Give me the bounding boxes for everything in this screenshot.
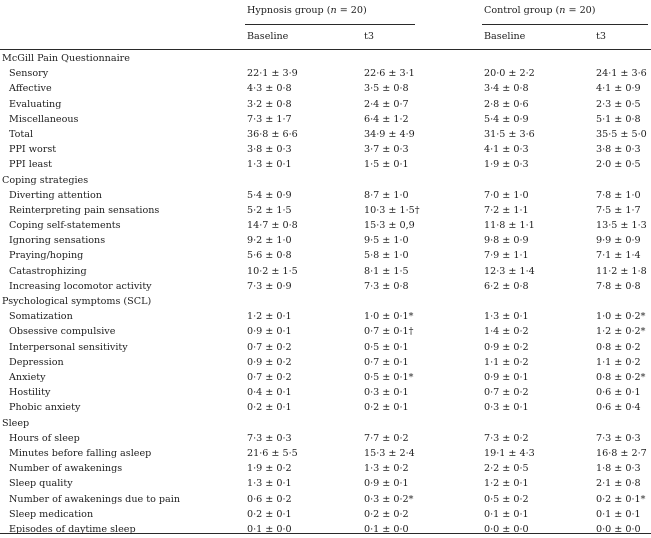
control-t3-cell: 7·8 ± 1·0 <box>596 189 641 201</box>
row-label: Anxiety <box>9 371 46 383</box>
control-t3-cell: 0·6 ± 0·1 <box>596 387 641 399</box>
control-t3-cell: 1·2 ± 0·2* <box>596 326 646 338</box>
control-baseline-cell: 0·3 ± 0·1 <box>484 402 529 414</box>
row-label: Praying/hoping <box>9 250 84 262</box>
control-baseline-cell: 12·3 ± 1·4 <box>484 265 535 277</box>
control-baseline-cell: 9·8 ± 0·9 <box>484 235 529 247</box>
table-row <box>0 189 651 204</box>
control-baseline-cell: 7·0 ± 1·0 <box>484 189 529 201</box>
control-baseline-cell: 1·1 ± 0·2 <box>484 356 529 368</box>
hypnosis-t3-cell: 15·3 ± 2·4 <box>364 447 415 459</box>
hypnosis-baseline-cell: 5·4 ± 0·9 <box>247 189 292 201</box>
control-baseline-cell: 20·0 ± 2·2 <box>484 68 535 80</box>
control-t3-cell: 1·8 ± 0·3 <box>596 463 641 475</box>
control-t3-cell: 3·8 ± 0·3 <box>596 144 641 156</box>
section-title: Psychological symptoms (SCL) <box>2 296 152 308</box>
table-row <box>0 493 651 508</box>
row-label: Affective <box>9 83 52 95</box>
table-row <box>0 82 651 97</box>
section-row <box>0 295 651 310</box>
row-label: PPI least <box>9 159 52 171</box>
hypnosis-baseline-cell: 0·2 ± 0·1 <box>247 402 292 414</box>
table-row <box>0 447 651 462</box>
row-label: Miscellaneous <box>9 113 79 125</box>
hypnosis-t3-cell: 0·3 ± 0·1 <box>364 387 409 399</box>
control-t3-cell: 24·1 ± 3·6 <box>596 68 647 80</box>
row-label: Interpersonal sensitivity <box>9 341 128 353</box>
row-label: Coping self-statements <box>9 220 121 232</box>
control-t3-cell: 2·3 ± 0·5 <box>596 98 641 110</box>
hypnosis-baseline-cell: 0·1 ± 0·0 <box>247 523 292 535</box>
hypnosis-baseline-cell: 0·4 ± 0·1 <box>247 387 292 399</box>
control-t3-cell: 7·3 ± 0·3 <box>596 432 641 444</box>
control-t3-cell: 7·5 ± 1·7 <box>596 204 641 216</box>
control-t3-cell: 16·8 ± 2·7 <box>596 447 647 459</box>
control-t3-cell: 0·1 ± 0·1 <box>596 508 641 520</box>
control-t3-cell: 4·1 ± 0·9 <box>596 83 641 95</box>
control-baseline-cell: 0·5 ± 0·2 <box>484 493 529 505</box>
control-group-rule <box>482 24 648 25</box>
control-baseline-cell: 6·2 ± 0·8 <box>484 280 529 292</box>
row-label: Somatization <box>9 311 73 323</box>
hypnosis-baseline-cell: 0·9 ± 0·2 <box>247 356 292 368</box>
control-t3-cell: 0·8 ± 0·2 <box>596 341 641 353</box>
row-label: Sleep medication <box>9 508 94 520</box>
control-t3-cell: 0·8 ± 0·2* <box>596 371 646 383</box>
table-row <box>0 98 651 113</box>
table-row <box>0 508 651 523</box>
control-baseline-cell: 2·2 ± 0·5 <box>484 463 529 475</box>
table-row <box>0 265 651 280</box>
control-t3-cell: 7·1 ± 1·4 <box>596 250 641 262</box>
table-row <box>0 477 651 492</box>
row-label: Number of awakenings <box>9 463 123 475</box>
row-label: Obsessive compulsive <box>9 326 116 338</box>
hypnosis-baseline-cell: 21·6 ± 5·5 <box>247 447 298 459</box>
table-row <box>0 280 651 295</box>
hypnosis-t3-cell: 5·8 ± 1·0 <box>364 250 409 262</box>
row-label: Evaluating <box>9 98 62 110</box>
control-baseline-cell: 0·1 ± 0·1 <box>484 508 529 520</box>
row-label: Hostility <box>9 387 51 399</box>
hypnosis-baseline-cell: 7·3 ± 1·7 <box>247 113 292 125</box>
control-baseline-cell: 0·7 ± 0·2 <box>484 387 529 399</box>
control-t3-header: t3 <box>596 31 606 42</box>
row-label: Sleep quality <box>9 478 73 490</box>
hypnosis-t3-cell: 0·7 ± 0·1 <box>364 356 409 368</box>
hypnosis-t3-cell: 8·7 ± 1·0 <box>364 189 409 201</box>
table-row <box>0 310 651 325</box>
hypnosis-t3-header: t3 <box>364 31 374 42</box>
hypnosis-t3-cell: 8·1 ± 1·5 <box>364 265 409 277</box>
hypnosis-baseline-cell: 1·9 ± 0·2 <box>247 463 292 475</box>
hypnosis-baseline-cell: 5·2 ± 1·5 <box>247 204 292 216</box>
table-row <box>0 249 651 264</box>
hypnosis-t3-cell: 7·7 ± 0·2 <box>364 432 409 444</box>
control-baseline-cell: 3·4 ± 0·8 <box>484 83 529 95</box>
hypnosis-baseline-cell: 14·7 ± 0·8 <box>247 220 298 232</box>
control-t3-cell: 5·1 ± 0·8 <box>596 113 641 125</box>
control-baseline-cell: 0·9 ± 0·1 <box>484 371 529 383</box>
hypnosis-baseline-cell: 9·2 ± 1·0 <box>247 235 292 247</box>
control-t3-cell: 9·9 ± 0·9 <box>596 235 641 247</box>
row-label: Ignoring sensations <box>9 235 106 247</box>
hypnosis-t3-cell: 2·4 ± 0·7 <box>364 98 409 110</box>
control-t3-cell: 1·1 ± 0·2 <box>596 356 641 368</box>
control-baseline-cell: 19·1 ± 4·3 <box>484 447 535 459</box>
table-row <box>0 113 651 128</box>
control-baseline-cell: 5·4 ± 0·9 <box>484 113 529 125</box>
hypnosis-t3-cell: 22·6 ± 3·1 <box>364 68 415 80</box>
hypnosis-group-header: Hypnosis group (n = 20) <box>247 5 367 16</box>
hypnosis-t3-cell: 0·9 ± 0·1 <box>364 478 409 490</box>
hypnosis-baseline-cell: 0·6 ± 0·2 <box>247 493 292 505</box>
table-row <box>0 158 651 173</box>
hypnosis-baseline-cell: 0·2 ± 0·1 <box>247 508 292 520</box>
control-baseline-cell: 2·8 ± 0·6 <box>484 98 529 110</box>
hypnosis-t3-cell: 0·7 ± 0·1† <box>364 326 414 338</box>
hypnosis-t3-cell: 0·2 ± 0·1 <box>364 402 409 414</box>
section-row <box>0 174 651 189</box>
table-row <box>0 67 651 82</box>
hypnosis-baseline-cell: 3·2 ± 0·8 <box>247 98 292 110</box>
table-row <box>0 432 651 447</box>
table-row <box>0 356 651 371</box>
hypnosis-t3-cell: 15·3 ± 0,9 <box>364 220 415 232</box>
hypnosis-baseline-header: Baseline <box>247 31 289 42</box>
hypnosis-t3-cell: 0·5 ± 0·1* <box>364 371 414 383</box>
hypnosis-t3-cell: 6·4 ± 1·2 <box>364 113 409 125</box>
row-label: Depression <box>9 356 64 368</box>
hypnosis-t3-cell: 34·9 ± 4·9 <box>364 128 415 140</box>
row-label: Catastrophizing <box>9 265 87 277</box>
row-label: Hours of sleep <box>9 432 80 444</box>
control-baseline-cell: 7·3 ± 0·2 <box>484 432 529 444</box>
hypnosis-baseline-cell: 3·8 ± 0·3 <box>247 144 292 156</box>
control-baseline-cell: 4·1 ± 0·3 <box>484 144 529 156</box>
hypnosis-baseline-cell: 7·3 ± 0·3 <box>247 432 292 444</box>
control-t3-cell: 35·5 ± 5·0 <box>596 128 647 140</box>
control-t3-cell: 13·5 ± 1·3 <box>596 220 647 232</box>
hypnosis-baseline-cell: 1·2 ± 0·1 <box>247 311 292 323</box>
hypnosis-t3-cell: 3·5 ± 0·8 <box>364 83 409 95</box>
hypnosis-group-rule <box>245 24 415 25</box>
control-baseline-cell: 7·2 ± 1·1 <box>484 204 529 216</box>
control-group-header: Control group (n = 20) <box>484 5 596 16</box>
hypnosis-t3-cell: 0·2 ± 0·2 <box>364 508 409 520</box>
hypnosis-t3-cell: 1·0 ± 0·1* <box>364 311 414 323</box>
table-row <box>0 462 651 477</box>
table-row <box>0 128 651 143</box>
hypnosis-t3-cell: 7·3 ± 0·8 <box>364 280 409 292</box>
table-row <box>0 219 651 234</box>
control-baseline-cell: 1·3 ± 0·1 <box>484 311 529 323</box>
hypnosis-baseline-cell: 4·3 ± 0·8 <box>247 83 292 95</box>
control-baseline-cell: 7·9 ± 1·1 <box>484 250 529 262</box>
row-label: Total <box>9 128 34 140</box>
control-baseline-cell: 1·9 ± 0·3 <box>484 159 529 171</box>
row-label: Number of awakenings due to pain <box>9 493 181 505</box>
table-bottom-rule <box>0 533 651 534</box>
control-baseline-cell: 31·5 ± 3·6 <box>484 128 535 140</box>
hypnosis-t3-cell: 0·3 ± 0·2* <box>364 493 414 505</box>
control-baseline-cell: 0·0 ± 0·0 <box>484 523 529 535</box>
hypnosis-t3-cell: 3·7 ± 0·3 <box>364 144 409 156</box>
table-row <box>0 204 651 219</box>
table-row <box>0 143 651 158</box>
hypnosis-baseline-cell: 0·9 ± 0·1 <box>247 326 292 338</box>
hypnosis-t3-cell: 9·5 ± 1·0 <box>364 235 409 247</box>
hypnosis-baseline-cell: 10·2 ± 1·5 <box>247 265 298 277</box>
row-label: Minutes before falling asleep <box>9 447 152 459</box>
hypnosis-baseline-cell: 5·6 ± 0·8 <box>247 250 292 262</box>
table-row <box>0 341 651 356</box>
row-label: Increasing locomotor activity <box>9 280 152 292</box>
table-row <box>0 401 651 416</box>
section-row <box>0 417 651 432</box>
control-baseline-cell: 11·8 ± 1·1 <box>484 220 535 232</box>
row-label: Sensory <box>9 68 49 80</box>
section-title: McGill Pain Questionnaire <box>2 53 130 64</box>
hypnosis-baseline-cell: 36·8 ± 6·6 <box>247 128 298 140</box>
row-label: Phobic anxiety <box>9 402 81 414</box>
row-label: PPI worst <box>9 144 57 156</box>
row-label: Reinterpreting pain sensations <box>9 204 160 216</box>
hypnosis-t3-cell: 1·3 ± 0·2 <box>364 463 409 475</box>
control-t3-cell: 2·0 ± 0·5 <box>596 159 641 171</box>
table-row <box>0 234 651 249</box>
control-baseline-cell: 0·9 ± 0·2 <box>484 341 529 353</box>
control-baseline-cell: 1·4 ± 0·2 <box>484 326 529 338</box>
hypnosis-t3-cell: 0·5 ± 0·1 <box>364 341 409 353</box>
control-baseline-header: Baseline <box>484 31 526 42</box>
hypnosis-t3-cell: 0·1 ± 0·0 <box>364 523 409 535</box>
table-row <box>0 325 651 340</box>
row-label: Diverting attention <box>9 189 102 201</box>
control-t3-cell: 7·8 ± 0·8 <box>596 280 641 292</box>
table-row <box>0 386 651 401</box>
hypnosis-baseline-cell: 22·1 ± 3·9 <box>247 68 298 80</box>
section-row <box>0 52 651 67</box>
control-t3-cell: 1·0 ± 0·2* <box>596 311 646 323</box>
section-title: Coping strategies <box>2 174 89 186</box>
control-t3-cell: 0·6 ± 0·4 <box>596 402 641 414</box>
section-title: Sleep <box>2 417 30 429</box>
row-label: Episodes of daytime sleep <box>9 523 136 535</box>
hypnosis-baseline-cell: 1·3 ± 0·1 <box>247 159 292 171</box>
hypnosis-baseline-cell: 1·3 ± 0·1 <box>247 478 292 490</box>
control-t3-cell: 11·2 ± 1·8 <box>596 265 647 277</box>
hypnosis-baseline-cell: 0·7 ± 0·2 <box>247 341 292 353</box>
hypnosis-baseline-cell: 7·3 ± 0·9 <box>247 280 292 292</box>
hypnosis-t3-cell: 10·3 ± 1·5† <box>364 204 420 216</box>
control-baseline-cell: 1·2 ± 0·1 <box>484 478 529 490</box>
table-row <box>0 371 651 386</box>
header-bottom-rule <box>0 49 651 50</box>
control-t3-cell: 0·2 ± 0·1* <box>596 493 646 505</box>
hypnosis-t3-cell: 1·5 ± 0·1 <box>364 159 409 171</box>
control-t3-cell: 0·0 ± 0·0 <box>596 523 641 535</box>
hypnosis-baseline-cell: 0·7 ± 0·2 <box>247 371 292 383</box>
control-t3-cell: 2·1 ± 0·8 <box>596 478 641 490</box>
table-row <box>0 523 651 538</box>
